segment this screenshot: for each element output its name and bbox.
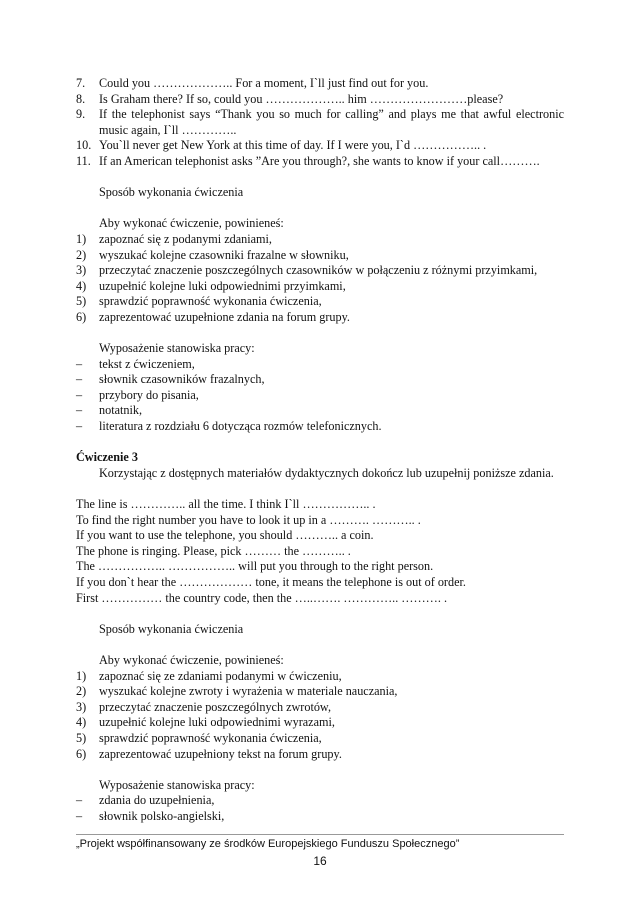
- step-number: 1): [76, 668, 87, 683]
- steps-intro: Aby wykonać ćwiczenie, powinieneś:: [99, 652, 284, 667]
- footer-project-note: „Projekt współfinansowany ze środków Europejskiego Funduszu Społecznego”: [76, 838, 460, 850]
- equipment-text: zdania do uzupełnienia,: [99, 793, 215, 808]
- step-number: 3): [76, 263, 87, 278]
- item-number: 7.: [76, 76, 86, 90]
- step-item: [76, 715, 564, 731]
- dash-bullet: –: [76, 419, 83, 434]
- steps-intro: Aby wykonać ćwiczenie, powinieneś:: [99, 216, 284, 231]
- spacer: [76, 326, 564, 342]
- exercise-item: [76, 154, 564, 170]
- step-item: [76, 294, 564, 310]
- equipment-list: [76, 793, 564, 824]
- equipment-title: Wyposażenie stanowiska pracy:: [99, 777, 255, 792]
- step-number: 6): [76, 746, 87, 761]
- footer-divider: [76, 834, 564, 835]
- dash-bullet: –: [76, 793, 83, 808]
- exercise-item: [76, 76, 564, 92]
- sentence-line: To find the right number you have to look it up in a ………. ……….. .: [76, 512, 421, 527]
- step-text: uzupełnić kolejne luki odpowiednimi przyimkami,: [99, 278, 346, 293]
- method-title: Sposób wykonania ćwiczenia: [99, 621, 244, 636]
- spacer: [76, 606, 564, 622]
- page-number: 16: [313, 854, 327, 868]
- item-text: If the telephonist says “Thank you so much for calling” and plays me that awful electronic music again, I`ll …………..: [99, 107, 564, 137]
- step-text: przeczytać znaczenie poszczególnych zwrotów,: [99, 699, 331, 714]
- step-number: 3): [76, 699, 87, 714]
- exercise-item: [76, 92, 564, 108]
- item-number: 8.: [76, 91, 86, 106]
- spacer: [76, 170, 564, 186]
- step-item: [76, 747, 564, 763]
- spacer: [76, 637, 564, 653]
- step-text: sprawdzić poprawność wykonania ćwiczenia,: [99, 294, 322, 309]
- sentence-line: First …………… the country code, then the …..……. ………….. ………. .: [76, 590, 448, 605]
- step-text: wyszukać kolejne czasowniki frazalne w słowniku,: [99, 247, 349, 262]
- method-title: Sposób wykonania ćwiczenia: [99, 185, 244, 200]
- step-text: zapoznać się ze zdaniami podanymi w ćwiczeniu,: [99, 668, 342, 683]
- steps-list: [76, 669, 564, 763]
- step-item: [76, 232, 564, 248]
- equipment-item: [76, 793, 564, 809]
- sentence-line: If you don`t hear the ……………… tone, it means the telephone is out of order.: [76, 575, 466, 589]
- spacer: [76, 435, 564, 451]
- step-item: [76, 669, 564, 685]
- equipment-text: notatnik,: [99, 403, 142, 418]
- step-item: [76, 248, 564, 264]
- equipment-item: [76, 809, 564, 825]
- equipment-item: [76, 388, 564, 404]
- steps-list: [76, 232, 564, 326]
- equipment-text: tekst z ćwiczeniem,: [99, 356, 195, 371]
- spacer: [76, 762, 564, 778]
- step-item: [76, 731, 564, 747]
- step-item: [76, 310, 564, 326]
- dash-bullet: –: [76, 356, 83, 371]
- document-body: [76, 76, 564, 825]
- step-text: uzupełnić kolejne luki odpowiednimi wyrazami,: [99, 715, 335, 730]
- dash-bullet: –: [76, 808, 83, 823]
- step-number: 1): [76, 231, 87, 246]
- equipment-text: przybory do pisania,: [99, 387, 199, 402]
- sentence-line: If you want to use the telephone, you should ……….. a coin.: [76, 528, 374, 543]
- dash-bullet: –: [76, 403, 83, 418]
- equipment-item: [76, 357, 564, 373]
- step-number: 2): [76, 247, 87, 262]
- step-number: 4): [76, 278, 87, 293]
- fill-in-sentences: [76, 497, 564, 606]
- item-text: You`ll never get New York at this time of day. If I were you, I`d …………….. .: [99, 138, 487, 153]
- sentence-line: The phone is ringing. Please, pick ……… the ……….. .: [76, 543, 351, 558]
- equipment-text: słownik polsko-angielski,: [99, 808, 225, 823]
- equipment-item: [76, 419, 564, 435]
- item-number: 11.: [76, 153, 91, 168]
- step-number: 5): [76, 730, 87, 745]
- equipment-item: [76, 403, 564, 419]
- equipment-text: literatura z rozdziału 6 dotycząca rozmów telefonicznych.: [99, 419, 382, 434]
- exercise-heading: Ćwiczenie 3: [76, 450, 138, 465]
- sentence-line: The line is ………….. all the time. I think I`ll …………….. .: [76, 497, 376, 512]
- step-item: [76, 700, 564, 716]
- step-text: wyszukać kolejne zwroty i wyrażenia w materiale nauczania,: [99, 684, 398, 699]
- equipment-title: Wyposażenie stanowiska pracy:: [99, 341, 255, 356]
- exercise-items-list: [76, 76, 564, 170]
- item-text: Is Graham there? If so, could you ……………….. him ……………………please?: [99, 91, 504, 106]
- step-item: [76, 684, 564, 700]
- step-text: sprawdzić poprawność wykonania ćwiczenia,: [99, 730, 322, 745]
- exercise-instruction: Korzystając z dostępnych materiałów dydaktycznych dokończ lub uzupełnij poniższe zdania.: [99, 465, 554, 480]
- step-text: zaprezentować uzupełnione zdania na forum grupy.: [99, 309, 350, 324]
- spacer: [76, 481, 564, 497]
- step-item: [76, 263, 564, 279]
- item-number: 9.: [76, 107, 86, 122]
- exercise-item: [76, 138, 564, 154]
- dash-bullet: –: [76, 372, 83, 387]
- equipment-text: słownik czasowników frazalnych,: [99, 372, 265, 387]
- item-number: 10.: [76, 138, 92, 153]
- sentence-line: The …………….. …………….. will put you through to the right person.: [76, 559, 434, 574]
- dash-bullet: –: [76, 387, 83, 402]
- equipment-item: [76, 372, 564, 388]
- step-number: 5): [76, 294, 87, 309]
- exercise-item: [76, 107, 564, 138]
- step-number: 2): [76, 684, 87, 699]
- step-item: [76, 279, 564, 295]
- step-number: 4): [76, 715, 87, 730]
- step-text: zaprezentować uzupełniony tekst na forum grupy.: [99, 746, 342, 761]
- step-text: zapoznać się z podanymi zdaniami,: [99, 231, 272, 246]
- item-text: Could you ……………….. For a moment, I`ll just find out for you.: [99, 76, 429, 90]
- step-text: przeczytać znaczenie poszczególnych czasowników w połączeniu z różnymi przyimkami,: [99, 263, 538, 278]
- item-text: If an American telephonist asks ”Are you through?, she wants to know if your call……….: [99, 153, 540, 168]
- step-number: 6): [76, 309, 87, 324]
- spacer: [76, 201, 564, 217]
- equipment-list: [76, 357, 564, 435]
